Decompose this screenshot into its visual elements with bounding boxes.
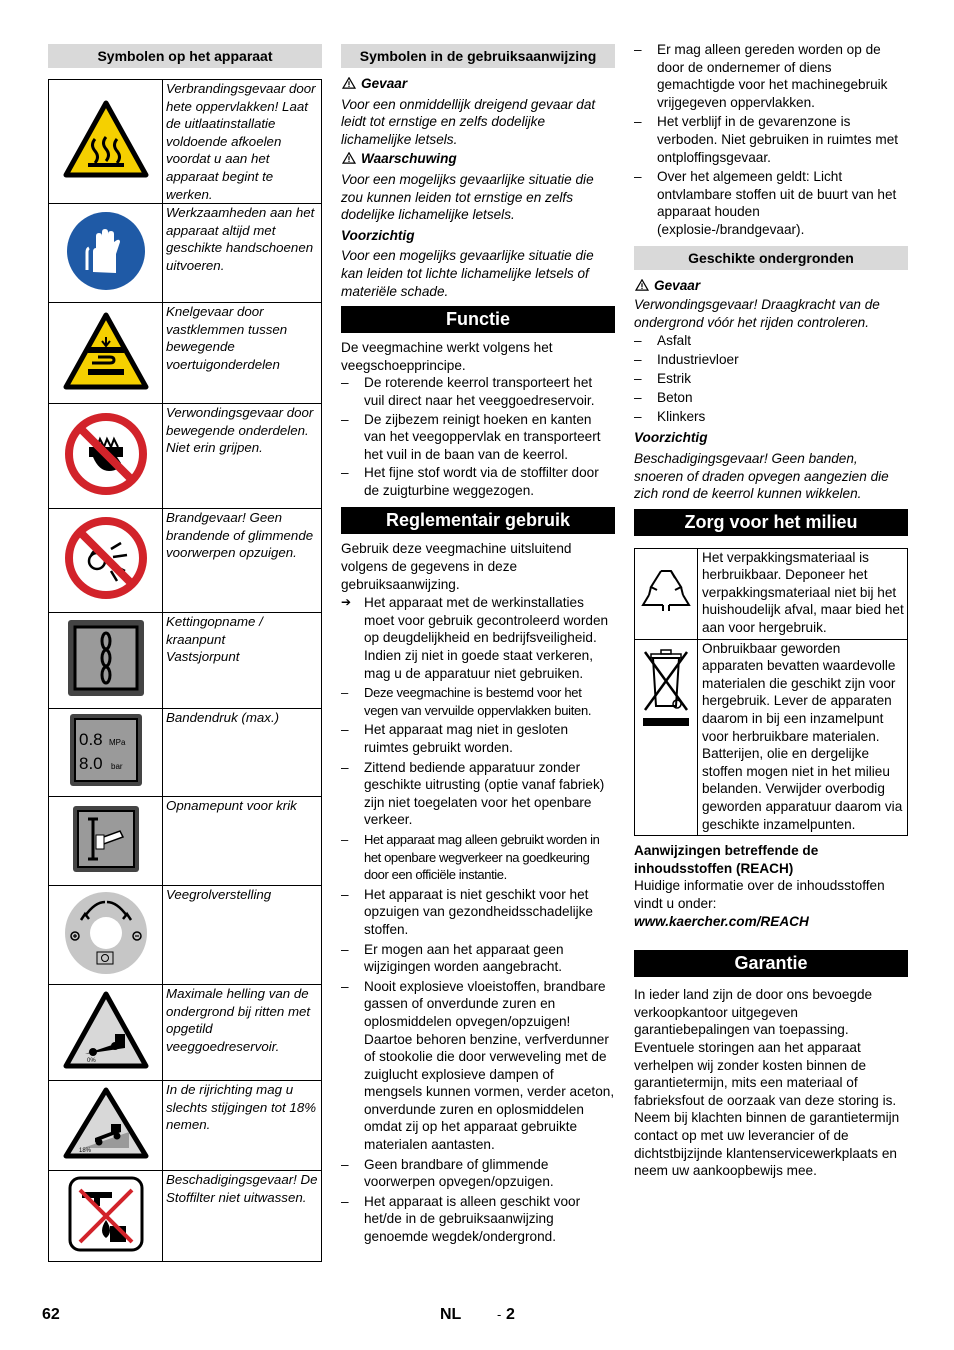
section-heading-symbols-manual: Symbolen in de gebruiksaanwijzing xyxy=(341,44,615,68)
section-heading-symbols-device: Symbolen op het apparaat xyxy=(48,44,322,68)
no-burning-objects-icon xyxy=(63,515,149,601)
table-row xyxy=(49,204,322,303)
list-item: – Deze veegmachine is bestemd voor het vegen van vervuilde oppervlakken buiten. xyxy=(341,684,615,719)
reach-heading: Aanwijzingen betreffende de inhoudsstoffen (REACH) xyxy=(634,843,819,876)
functie-intro: De veegmachine werkt volgens het veegschoepprincipe. xyxy=(341,340,553,373)
pressure-mpa-unit: MPa xyxy=(108,738,125,748)
list-item: – De zijbezem reinigt hoeken en kanten van het veegoppervlak en transporteert het vuil in de baan van de keerrol. xyxy=(341,411,615,464)
list-item: – Er mogen aan het apparaat geen wijzigingen worden aangebracht. xyxy=(341,941,615,976)
crushing-hazard-icon xyxy=(62,311,150,391)
packaging-recycle-text: Het verpakkingsmateriaal is herbruikbaar. Deponeer het verpakkingsmateriaal niet bij het huishoudelijk afval, maar bied het aan voor hergebruik. xyxy=(698,548,908,639)
table-row xyxy=(635,548,908,639)
table-row xyxy=(49,80,322,204)
list-item: – Het fijne stof wordt via de stoffilter door de zuigturbine weggezogen. xyxy=(341,464,615,499)
functie-list xyxy=(341,374,615,499)
gevaar-text: Verwondingsgevaar! Draagkracht van de ondergrond vóór het rijden controleren. xyxy=(634,297,880,330)
table-row xyxy=(49,613,322,709)
reach-text: Huidige informatie over de inhoudsstoffen vindt u onder: xyxy=(634,878,885,911)
list-item: – Geen brandbare of glimmende voorwerpen opvegen/opzuigen. xyxy=(341,1156,615,1191)
symbol-description: Bandendruk (max.) xyxy=(163,709,322,797)
symbol-description: Opnamepunt voor krik xyxy=(163,797,322,886)
reglementair-intro: Gebruik deze veegmachine uitsluitend volgens de gegevens in deze gebruiksaanwijzing. xyxy=(341,541,572,592)
recycling-icon xyxy=(639,565,693,617)
no-reach-in-icon xyxy=(63,411,149,497)
table-row xyxy=(49,886,322,985)
page-number: 62 xyxy=(42,1306,60,1323)
right-column xyxy=(634,41,908,1180)
section-heading-garantie: Garantie xyxy=(634,950,908,977)
voorzichtig-text: Voor een mogelijks gevaarlijke situatie die kan leiden tot lichte lichamelijke letsels of materiële schade. xyxy=(341,248,594,299)
warning-triangle-icon xyxy=(634,279,650,291)
table-row xyxy=(49,404,322,509)
symbol-description: Verwondingsgevaar door bewegende onderdelen. Niet erin grijpen. xyxy=(163,404,322,509)
footer-language: NL xyxy=(440,1306,462,1323)
gevaar-heading: Gevaar xyxy=(634,277,908,295)
surface-list xyxy=(634,331,908,426)
protective-gloves-icon xyxy=(65,210,147,292)
table-row xyxy=(49,303,322,404)
list-item: – Het verblijf in de gevarenzone is verboden. Niet gebruiken in ruimtes met ontploffingsgevaar. xyxy=(634,113,908,166)
table-row xyxy=(49,509,322,613)
hot-surface-warning-icon xyxy=(62,99,150,179)
no-wash-filter-icon xyxy=(68,1176,144,1252)
section-heading-ondergronden: Geschikte ondergronden xyxy=(634,246,908,270)
list-item: – Nooit explosieve vloeistoffen, brandbare gassen of onverdunde zuren en oplosmiddelen opvegen/opzuigen! Daartoe behoren benzine, verfverdunner of stookolie die door verweveling met de zuiglucht explosieve dampen of mengsels kunnen vormen, verder aceton, onverdunde zuren en oplosmiddelen omdat zij op het apparaat gebruikte materialen aantasten. xyxy=(341,978,615,1154)
waarschuwing-text: Voor een mogelijks gevaarlijke situatie die zou kunnen leiden tot ernstige en zelfs dodelijke lichamelijke letsels. xyxy=(341,171,594,223)
table-row xyxy=(49,709,322,797)
symbols-column xyxy=(48,44,322,1262)
table-row xyxy=(49,985,322,1081)
list-item: – Estrik xyxy=(634,369,908,388)
list-item: – Het apparaat is niet geschikt voor het opzuigen van gezondheidsschadelijke stoffen. xyxy=(341,886,615,939)
list-item: – Het apparaat mag niet in gesloten ruimtes gebruikt worden. xyxy=(341,721,615,756)
slope-percent-label: 0% xyxy=(86,1058,96,1065)
symbol-description: Veegrolverstelling xyxy=(163,886,322,985)
list-item: – Industrievloer xyxy=(634,350,908,369)
list-item: – Over het algemeen geldt: Licht ontvlambare stoffen uit de buurt van het apparaat houden (explosie-/brandgevaar). xyxy=(634,168,908,238)
list-item: – Zittend bediende apparatuur zonder geschikte uitrusting (optie vanaf fabriek) zijn niet toegelaten voor het openbare verkeer. xyxy=(341,759,615,829)
list-item: – Asfalt xyxy=(634,331,908,350)
list-item: – Er mag alleen gereden worden op de door de ondernemer of diens gemachtigde voor het machinegebruik vrijgegeven oppervlakken. xyxy=(634,41,908,111)
symbol-description: Werkzaamheden aan het apparaat altijd met geschikte handschoenen uitvoeren. xyxy=(163,204,322,303)
table-row xyxy=(49,1081,322,1171)
list-item: – Het apparaat mag alleen gebruikt worden in het openbare wegverkeer na goedkeuring door een officiële instantie. xyxy=(341,831,615,884)
voorzichtig-text: Beschadigingsgevaar! Geen banden, snoeren of draden opvegen aangezien die zich rond de keerrol kunnen wikkelen. xyxy=(634,450,889,502)
voorzichtig-heading: Voorzichtig xyxy=(341,227,415,243)
table-row xyxy=(635,639,908,836)
warning-triangle-icon xyxy=(341,77,357,89)
chain-lifting-point-icon xyxy=(67,619,145,697)
reglementair-list-continued xyxy=(634,41,908,239)
list-item: – Het apparaat is alleen geschikt voor het/de in de gebruiksaanwijzing genoemde wegdek/ondergrond. xyxy=(341,1193,615,1246)
gevaar-heading: Gevaar xyxy=(341,75,615,93)
pressure-bar-value: 8.0 xyxy=(78,754,103,774)
reglementair-list xyxy=(341,594,615,1245)
symbols-table xyxy=(48,79,322,1262)
manual-symbols-column xyxy=(341,44,615,1246)
symbol-description: Beschadigingsgevaar! De Stoffilter niet uitwassen. xyxy=(163,1171,322,1262)
section-heading-functie: Functie xyxy=(341,306,615,333)
waarschuwing-heading: Waarschuwing xyxy=(341,150,615,168)
table-row xyxy=(49,1171,322,1262)
pressure-mpa-value: 0.8 xyxy=(78,730,103,750)
symbol-description: Brandgevaar! Geen brandende of glimmende voorwerpen opzuigen. xyxy=(163,509,322,613)
max-slope-warning-icon xyxy=(63,990,149,1070)
symbol-description: Knelgevaar door vastklemmen tussen bewegende voertuigonderdelen xyxy=(163,303,322,404)
symbol-description: Kettingopname / kraanpunt Vastsjorpunt xyxy=(163,613,322,709)
footer-section: 2 xyxy=(506,1306,515,1323)
voorzichtig-heading: Voorzichtig xyxy=(634,430,708,446)
list-item: – De roterende keerrol transporteert het vuil direct naar het veeggoedreservoir. xyxy=(341,374,615,409)
crossed-bin-icon xyxy=(641,648,691,728)
gevaar-text: Voor een onmiddellijk dreigend gevaar dat leidt tot ernstige en zelfs dodelijke lichamelijke letsels. xyxy=(341,96,596,147)
warning-triangle-icon xyxy=(341,152,357,164)
list-item: ➔ Het apparaat met de werkinstallaties moet voor gebruik gecontroleerd worden op deugdelijkheid en bedrijfsveiligheid. Indien zij niet in goede staat verkeren, mag u de apparatuur niet gebruiken. xyxy=(341,594,615,682)
list-item: – Klinkers xyxy=(634,407,908,426)
table-row xyxy=(49,797,322,886)
tyre-pressure-icon xyxy=(69,713,143,787)
reach-link[interactable]: www.kaercher.com/REACH xyxy=(634,913,809,929)
list-item: – Beton xyxy=(634,388,908,407)
section-heading-reglementair-gebruik: Reglementair gebruik xyxy=(341,507,615,534)
sweep-roller-adjust-icon xyxy=(63,890,149,976)
pressure-bar-unit: bar xyxy=(110,762,123,772)
symbol-description: Maximale helling van de ondergrond bij ritten met opgetild veeggoedreservoir. xyxy=(163,985,322,1081)
environment-table xyxy=(634,548,908,837)
slope-percent-label: 18% xyxy=(78,1148,91,1155)
disposal-text: Onbruikbaar geworden apparaten bevatten waardevolle materialen die geschikt zijn voor hergebruik. Lever de apparaten daarom in bij een inzamelpunt voor herbruikbare materialen. Batterijen, olie en dergelijke stoffen mogen niet in het milieu belanden. Verwijder overbodig geworden apparatuur daarom via geschikte inzamelpunten. xyxy=(698,639,908,836)
slope-18-warning-icon xyxy=(63,1086,149,1160)
jack-point-icon xyxy=(72,805,140,873)
garantie-text: In ieder land zijn de door ons bevoegde verkoopkantoor uitgegeven garantiebepalingen van toepassing. Eventuele storingen aan het apparaat verhelpen wij zonder kosten binnen de garantietermijn, mits een materiaal of fabrieksfout de oorzaak van deze storing is. Neem bij klachten binnen de garantietermijn contact op met uw leverancier of de dichtstbijzijnde klantenservicewerkplaats en neem uw aankoopbewijs mee. xyxy=(634,987,900,1179)
footer-separator: - xyxy=(497,1307,502,1322)
symbol-description: Verbrandingsgevaar door hete oppervlakken! Laat de uitlaatinstallatie voldoende afkoelen voordat u aan het apparaat begint te werken. xyxy=(163,80,322,204)
section-heading-milieu: Zorg voor het milieu xyxy=(634,509,908,536)
symbol-description: In de rijrichting mag u slechts stijgingen tot 18% nemen. xyxy=(163,1081,322,1171)
